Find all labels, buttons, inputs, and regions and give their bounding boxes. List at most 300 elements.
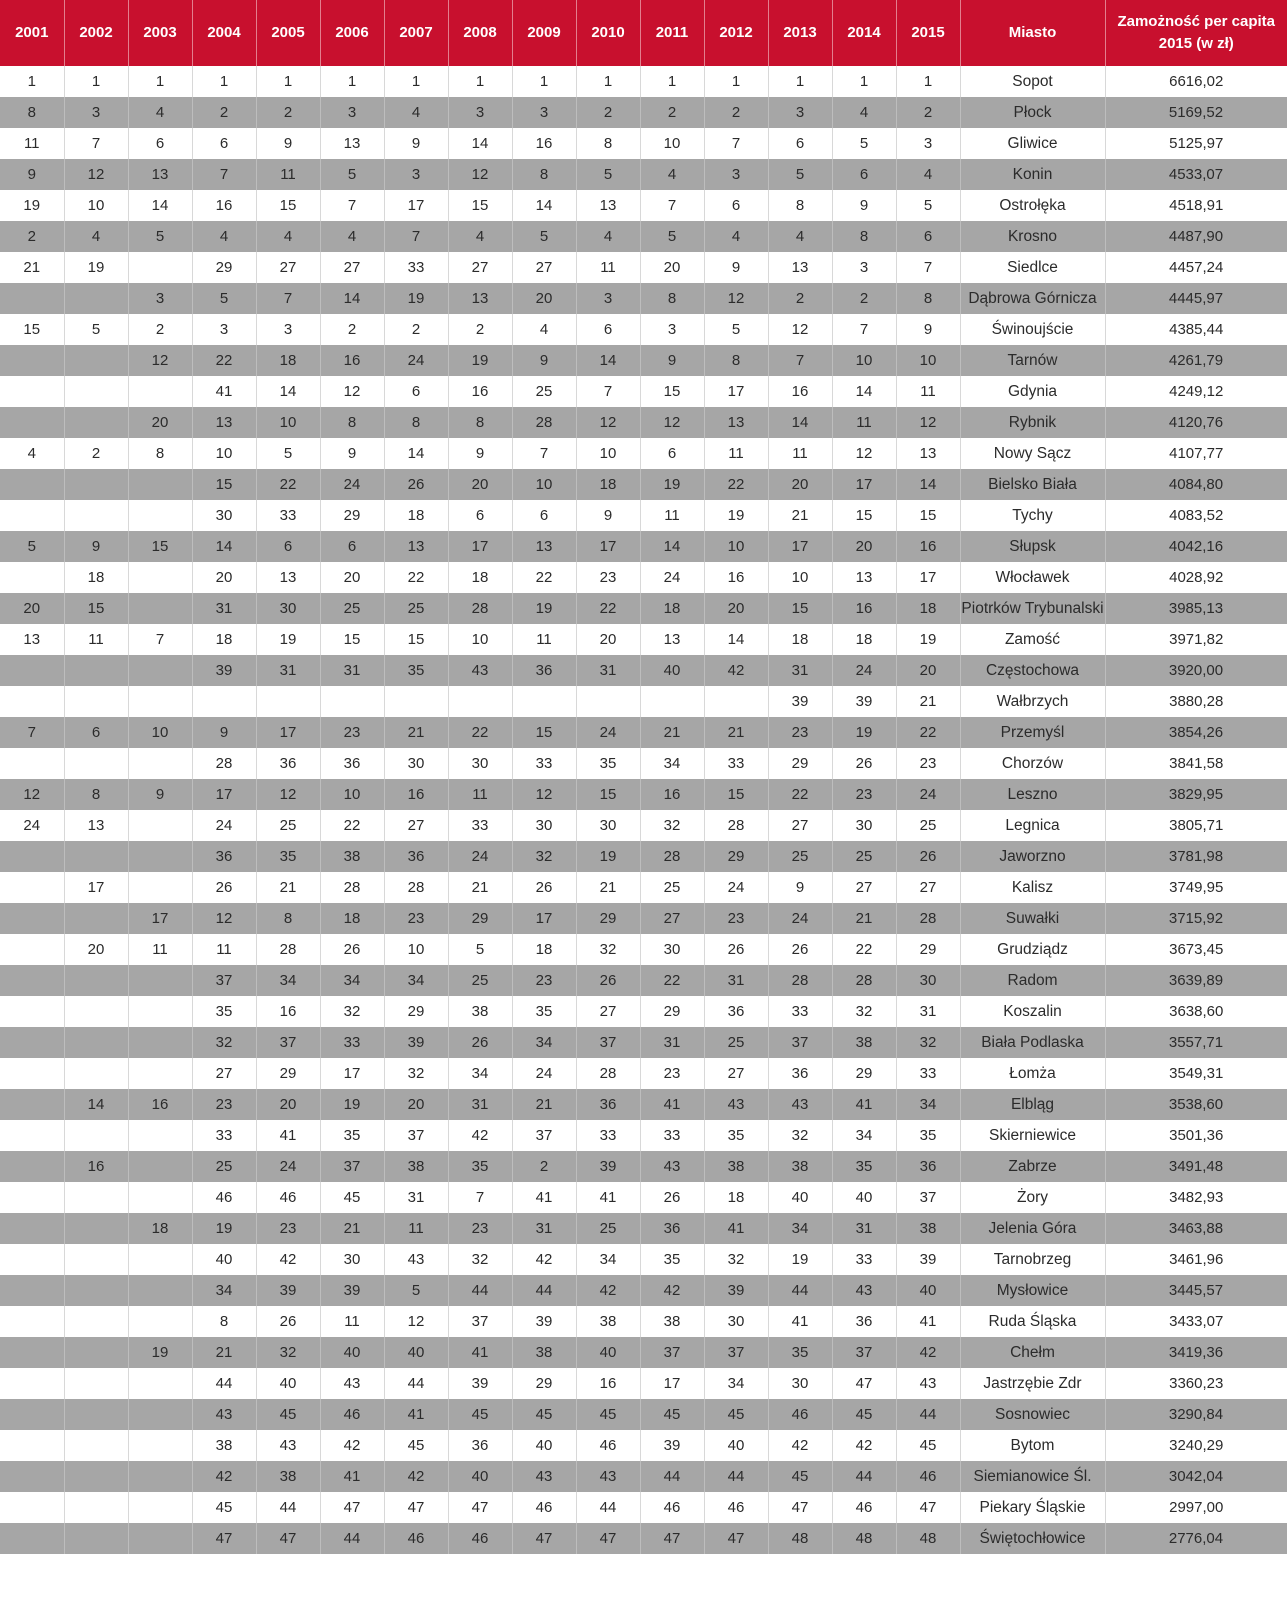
rank-cell: 9 [512,345,576,376]
rank-cell: 35 [640,1244,704,1275]
table-row [0,252,1287,283]
rank-cell: 33 [768,996,832,1027]
rank-cell: 35 [320,1120,384,1151]
rank-cell: 22 [192,345,256,376]
rank-cell: 47 [448,1492,512,1523]
rank-cell: 20 [896,655,960,686]
city-cell: Grudziądz [960,934,1105,965]
rank-cell: 11 [512,624,576,655]
rank-cell: 16 [256,996,320,1027]
rank-cell: 8 [0,97,64,128]
rank-cell: 29 [384,996,448,1027]
header-year-2011: 2011 [640,0,704,66]
rank-cell: 44 [768,1275,832,1306]
wealth-cell: 3240,29 [1105,1430,1287,1461]
rank-cell: 29 [512,1368,576,1399]
rank-cell: 5 [0,531,64,562]
table-row [0,1182,1287,1213]
rank-cell: 30 [896,965,960,996]
rank-cell: 20 [320,562,384,593]
rank-cell: 12 [448,159,512,190]
rank-cell: 41 [256,1120,320,1151]
header-year-2007: 2007 [384,0,448,66]
rank-cell: 36 [640,1213,704,1244]
rank-cell: 23 [384,903,448,934]
wealth-cell: 3549,31 [1105,1058,1287,1089]
table-row [0,1399,1287,1430]
rank-cell: 16 [576,1368,640,1399]
rank-cell [576,686,640,717]
rank-cell: 14 [832,376,896,407]
header-year-2001: 2001 [0,0,64,66]
rank-cell: 41 [512,1182,576,1213]
rank-cell: 25 [768,841,832,872]
rank-cell [64,686,128,717]
rank-cell: 28 [512,407,576,438]
rank-cell: 47 [512,1523,576,1554]
rank-cell: 37 [576,1027,640,1058]
rank-cell: 14 [640,531,704,562]
rank-cell: 14 [896,469,960,500]
wealth-cell: 4445,97 [1105,283,1287,314]
rank-cell: 46 [704,1492,768,1523]
rank-cell: 9 [448,438,512,469]
rank-cell: 39 [832,686,896,717]
city-cell: Konin [960,159,1105,190]
rank-cell [0,1058,64,1089]
rank-cell: 21 [576,872,640,903]
rank-cell: 29 [832,1058,896,1089]
rank-cell: 39 [896,1244,960,1275]
rank-cell: 4 [64,221,128,252]
rank-cell: 36 [448,1430,512,1461]
city-cell: Tarnów [960,345,1105,376]
rank-cell: 27 [768,810,832,841]
rank-cell: 35 [256,841,320,872]
rank-cell [64,1182,128,1213]
rank-cell: 11 [256,159,320,190]
wealth-cell: 3638,60 [1105,996,1287,1027]
rank-cell: 46 [448,1523,512,1554]
rank-cell: 12 [576,407,640,438]
rank-cell: 45 [896,1430,960,1461]
city-cell: Ostrołęka [960,190,1105,221]
wealth-cell: 3854,26 [1105,717,1287,748]
rank-cell: 44 [896,1399,960,1430]
rank-cell: 34 [640,748,704,779]
rank-cell: 12 [128,345,192,376]
city-cell: Żory [960,1182,1105,1213]
rank-cell: 1 [704,66,768,97]
rank-cell: 36 [192,841,256,872]
wealth-cell: 2997,00 [1105,1492,1287,1523]
rank-cell: 26 [448,1027,512,1058]
rank-cell: 40 [448,1461,512,1492]
wealth-cell: 4107,77 [1105,438,1287,469]
rank-cell: 4 [448,221,512,252]
rank-cell [0,1275,64,1306]
rank-cell: 8 [64,779,128,810]
rank-cell: 32 [896,1027,960,1058]
rank-cell: 31 [384,1182,448,1213]
rank-cell [64,1399,128,1430]
rank-cell: 11 [768,438,832,469]
rank-cell: 32 [704,1244,768,1275]
wealth-cell: 3419,36 [1105,1337,1287,1368]
wealth-cell: 3715,92 [1105,903,1287,934]
rank-cell: 4 [512,314,576,345]
rank-cell: 28 [256,934,320,965]
rank-cell: 31 [512,1213,576,1244]
wealth-cell: 6616,02 [1105,66,1287,97]
rank-cell: 40 [512,1430,576,1461]
city-cell: Radom [960,965,1105,996]
rank-cell: 25 [384,593,448,624]
rank-cell: 19 [256,624,320,655]
city-cell: Łomża [960,1058,1105,1089]
rank-cell: 34 [704,1368,768,1399]
rank-cell: 26 [192,872,256,903]
rank-cell: 44 [256,1492,320,1523]
rank-cell [64,655,128,686]
rank-cell: 42 [640,1275,704,1306]
city-cell: Gdynia [960,376,1105,407]
rank-cell: 22 [256,469,320,500]
rank-cell: 5 [320,159,384,190]
rank-cell [0,407,64,438]
rank-cell: 7 [0,717,64,748]
wealth-cell: 4249,12 [1105,376,1287,407]
rank-cell [384,686,448,717]
rank-cell: 19 [64,252,128,283]
rank-cell: 20 [192,562,256,593]
rank-cell [64,965,128,996]
rank-cell: 12 [704,283,768,314]
rank-cell: 37 [896,1182,960,1213]
rank-cell: 16 [384,779,448,810]
rank-cell: 47 [192,1523,256,1554]
rank-cell: 31 [640,1027,704,1058]
rank-cell: 2 [704,97,768,128]
rank-cell: 47 [320,1492,384,1523]
rank-cell: 24 [640,562,704,593]
rank-cell: 4 [192,221,256,252]
city-cell: Słupsk [960,531,1105,562]
city-cell: Wałbrzych [960,686,1105,717]
rank-cell: 14 [576,345,640,376]
rank-cell: 20 [832,531,896,562]
header-city: Miasto [960,0,1105,66]
table-row [0,438,1287,469]
rank-cell: 45 [832,1399,896,1430]
rank-cell: 12 [64,159,128,190]
rank-cell: 5 [448,934,512,965]
rank-cell: 33 [320,1027,384,1058]
rank-cell: 17 [576,531,640,562]
rank-cell [0,1430,64,1461]
rank-cell: 4 [256,221,320,252]
rank-cell: 20 [448,469,512,500]
wealth-cell: 4042,16 [1105,531,1287,562]
rank-cell: 38 [896,1213,960,1244]
rank-cell: 37 [384,1120,448,1151]
header-year-2012: 2012 [704,0,768,66]
rank-cell: 40 [192,1244,256,1275]
wealth-cell: 3042,04 [1105,1461,1287,1492]
rank-cell: 22 [704,469,768,500]
rank-cell: 47 [768,1492,832,1523]
rank-cell: 6 [64,717,128,748]
rank-cell: 22 [640,965,704,996]
rank-cell: 35 [832,1151,896,1182]
table-row [0,221,1287,252]
city-cell: Świętochłowice [960,1523,1105,1554]
rank-cell: 25 [704,1027,768,1058]
rank-cell: 3 [704,159,768,190]
rank-cell: 28 [640,841,704,872]
rank-cell: 29 [640,996,704,1027]
rank-cell: 11 [896,376,960,407]
rank-cell: 10 [704,531,768,562]
rank-cell: 2 [896,97,960,128]
rank-cell: 17 [192,779,256,810]
rank-cell: 10 [448,624,512,655]
city-cell: Chełm [960,1337,1105,1368]
rank-cell: 3 [256,314,320,345]
rank-cell: 2 [512,1151,576,1182]
rank-cell: 12 [768,314,832,345]
rank-cell: 9 [0,159,64,190]
rank-cell: 6 [640,438,704,469]
rank-cell [0,1306,64,1337]
rank-cell: 36 [768,1058,832,1089]
rank-cell: 21 [640,717,704,748]
wealth-cell: 4261,79 [1105,345,1287,376]
rank-cell: 31 [768,655,832,686]
rank-cell: 21 [320,1213,384,1244]
rank-cell: 28 [320,872,384,903]
rank-cell: 27 [896,872,960,903]
rank-cell [64,996,128,1027]
table-row [0,1120,1287,1151]
city-cell: Piotrków Trybunalski [960,593,1105,624]
rank-cell: 17 [64,872,128,903]
rank-cell: 39 [768,686,832,717]
city-cell: Bytom [960,1430,1105,1461]
rank-cell: 24 [0,810,64,841]
rank-cell: 41 [320,1461,384,1492]
rank-cell: 41 [768,1306,832,1337]
rank-cell: 18 [704,1182,768,1213]
rank-cell: 11 [704,438,768,469]
rank-cell: 42 [704,655,768,686]
rank-cell [0,1399,64,1430]
rank-cell: 40 [704,1430,768,1461]
rank-cell: 13 [576,190,640,221]
header-year-2008: 2008 [448,0,512,66]
rank-cell: 12 [512,779,576,810]
rank-cell [128,252,192,283]
rank-cell: 20 [576,624,640,655]
rank-cell: 8 [576,128,640,159]
rank-cell [64,469,128,500]
rank-cell: 41 [640,1089,704,1120]
table-row [0,159,1287,190]
rank-cell: 47 [640,1523,704,1554]
rank-cell: 37 [640,1337,704,1368]
city-cell: Tarnobrzeg [960,1244,1105,1275]
rank-cell: 11 [192,934,256,965]
table-header [0,0,1287,66]
wealth-cell: 3880,28 [1105,686,1287,717]
rank-cell: 30 [704,1306,768,1337]
header-year-2005: 2005 [256,0,320,66]
table-row [0,97,1287,128]
wealth-cell: 3829,95 [1105,779,1287,810]
rank-cell: 32 [768,1120,832,1151]
rank-cell: 30 [384,748,448,779]
rank-cell: 8 [256,903,320,934]
rank-cell: 6 [832,159,896,190]
rank-cell: 16 [512,128,576,159]
rank-cell: 46 [384,1523,448,1554]
rank-cell: 10 [256,407,320,438]
city-cell: Sopot [960,66,1105,97]
rank-cell: 42 [320,1430,384,1461]
rank-cell: 18 [384,500,448,531]
rank-cell: 26 [320,934,384,965]
rank-cell: 23 [832,779,896,810]
rank-cell: 4 [704,221,768,252]
rank-cell: 24 [832,655,896,686]
rank-cell: 25 [832,841,896,872]
rank-cell: 29 [448,903,512,934]
rank-cell: 27 [576,996,640,1027]
rank-cell: 32 [320,996,384,1027]
table-row [0,1244,1287,1275]
rank-cell: 22 [448,717,512,748]
rank-cell: 15 [384,624,448,655]
rank-cell: 19 [512,593,576,624]
rank-cell: 16 [640,779,704,810]
rank-cell: 19 [704,500,768,531]
rank-cell: 45 [512,1399,576,1430]
rank-cell: 22 [512,562,576,593]
rank-cell: 26 [512,872,576,903]
city-cell: Tychy [960,500,1105,531]
wealth-cell: 3971,82 [1105,624,1287,655]
rank-cell: 28 [384,872,448,903]
rank-cell: 36 [896,1151,960,1182]
rank-cell: 38 [384,1151,448,1182]
rank-cell: 13 [192,407,256,438]
rank-cell: 8 [448,407,512,438]
table-row [0,810,1287,841]
rank-cell: 16 [320,345,384,376]
rank-cell: 29 [256,1058,320,1089]
rank-cell: 13 [896,438,960,469]
rank-cell: 17 [896,562,960,593]
rank-cell: 3 [512,97,576,128]
table-row [0,1461,1287,1492]
rank-cell: 18 [768,624,832,655]
rank-cell: 2 [768,283,832,314]
rank-cell [0,965,64,996]
header-year-2006: 2006 [320,0,384,66]
city-cell: Jaworzno [960,841,1105,872]
rank-cell: 42 [576,1275,640,1306]
rank-cell: 17 [128,903,192,934]
rank-cell [128,996,192,1027]
rank-cell: 1 [640,66,704,97]
rank-cell: 9 [256,128,320,159]
rank-cell: 19 [192,1213,256,1244]
rank-cell [128,748,192,779]
rank-cell: 2 [640,97,704,128]
rank-cell: 10 [192,438,256,469]
rank-cell: 37 [704,1337,768,1368]
rank-cell: 1 [896,66,960,97]
city-cell: Świnoujście [960,314,1105,345]
city-cell: Siedlce [960,252,1105,283]
city-cell: Dąbrowa Górnicza [960,283,1105,314]
rank-cell [64,1492,128,1523]
rank-cell: 14 [448,128,512,159]
rank-cell: 2 [256,97,320,128]
rank-cell: 19 [640,469,704,500]
rank-cell: 17 [768,531,832,562]
rank-cell [0,283,64,314]
rank-cell [128,1058,192,1089]
rank-cell: 8 [896,283,960,314]
rank-cell: 33 [256,500,320,531]
rank-cell: 18 [448,562,512,593]
rank-cell: 1 [320,66,384,97]
rank-cell [128,1461,192,1492]
rank-cell [448,686,512,717]
rank-cell: 9 [640,345,704,376]
rank-cell: 3 [320,97,384,128]
rank-cell: 23 [768,717,832,748]
rank-cell: 18 [512,934,576,965]
rank-cell: 34 [320,965,384,996]
rank-cell: 29 [192,252,256,283]
rank-cell: 29 [704,841,768,872]
rank-cell: 36 [512,655,576,686]
rank-cell [704,686,768,717]
rank-cell: 25 [896,810,960,841]
rank-cell: 4 [768,221,832,252]
wealth-cell: 4084,80 [1105,469,1287,500]
rank-cell: 41 [384,1399,448,1430]
rank-cell [0,903,64,934]
wealth-cell: 3557,71 [1105,1027,1287,1058]
rank-cell: 33 [704,748,768,779]
rank-cell: 2 [320,314,384,345]
wealth-cell: 3463,88 [1105,1213,1287,1244]
city-cell: Suwałki [960,903,1105,934]
rank-cell: 45 [320,1182,384,1213]
city-cell: Częstochowa [960,655,1105,686]
rank-cell: 21 [0,252,64,283]
wealth-cell: 4028,92 [1105,562,1287,593]
rank-cell: 27 [384,810,448,841]
rank-cell: 20 [704,593,768,624]
rank-cell: 14 [256,376,320,407]
rank-cell: 13 [704,407,768,438]
wealth-cell: 3360,23 [1105,1368,1287,1399]
rank-cell: 28 [768,965,832,996]
